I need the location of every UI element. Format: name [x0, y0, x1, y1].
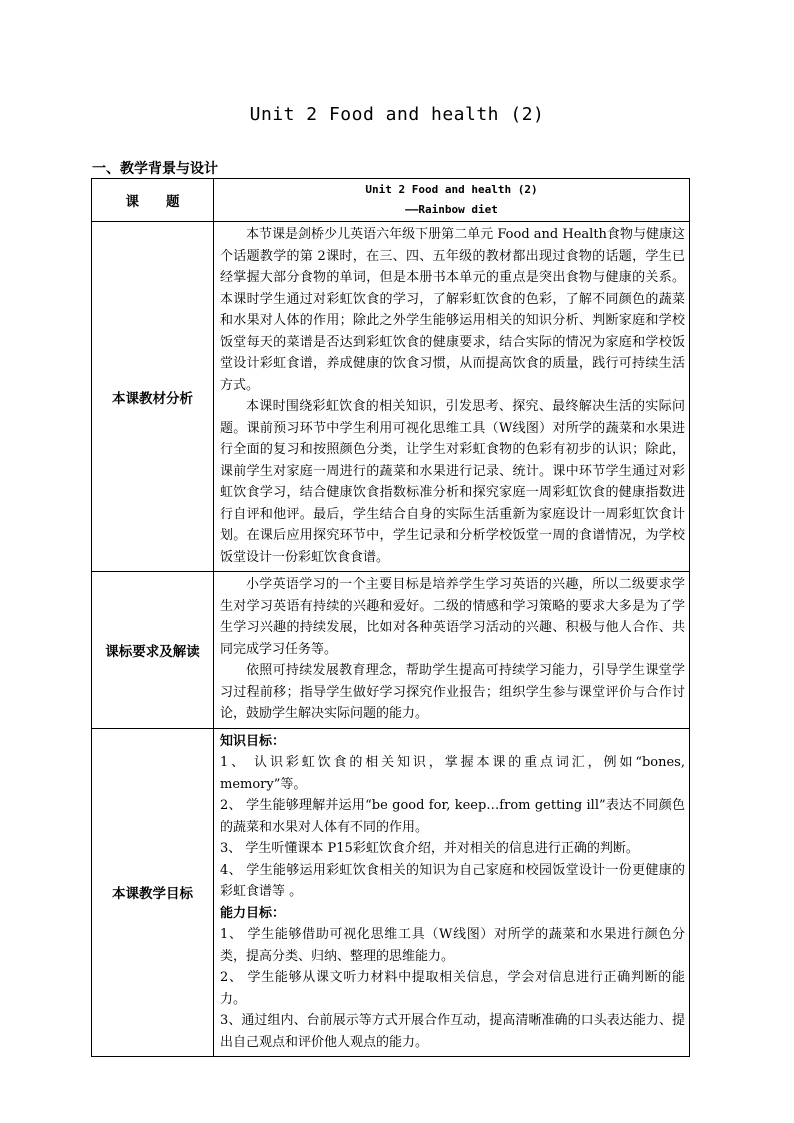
standard-label: 课标要求及解读: [92, 572, 214, 729]
table-row-analysis: [92, 222, 690, 572]
standard-content: [214, 572, 690, 729]
objectives-label: 本课教学目标: [92, 728, 214, 1057]
section-heading: 一、教学背景与设计: [92, 161, 218, 177]
analysis-paragraph: 本节课是剑桥少儿英语六年级下册第二单元 Food and Health食物与健康这个话题教学的第 2课时，在三、四、五年级的教材都出现过食物的话题，学生已经掌握大部分食物的单词，但是本册书本单元的重点是突出食物与健康的关系。本课时学生通过对彩虹饮食的学习，了解彩虹饮食的色彩，了解不同颜色的蔬菜和水果对人体的作用；除此之外学生能够运用相关的知识分析、判断家庭和学校饭堂每天的菜谱是否达到彩虹饮食的健康要求，结合实际的情况为家庭和学校饭堂设计彩虹食谱，养成健康的饮食习惯，从而提高饮食的质量，践行可持续生活方式。: [220, 227, 685, 393]
ability-item: 2、 学生能够从课文听力材料中提取相关信息，学会对信息进行正确判断的能力。: [220, 970, 685, 1007]
objectives-content: [214, 728, 690, 1057]
knowledge-item: 3、 学生听懂课本 P15彩虹饮食介绍，并对相关的信息进行正确的判断。: [220, 841, 639, 856]
knowledge-item: 4、 学生能够运用彩虹饮食相关的知识为自己家庭和校园饭堂设计一份更健康的彩虹食谱等 。: [220, 862, 685, 899]
knowledge-item: 1、 认识彩虹饮食的相关知识，掌握本课的重点词汇，例如“bones, memory”等。: [220, 755, 685, 792]
ability-item: 3、通过组内、台前展示等方式开展合作互动，提高清晰准确的口头表达能力、提出自己观点和评价他人观点的能力。: [220, 1013, 685, 1050]
standard-paragraph: 小学英语学习的一个主要目标是培养学生学习英语的兴趣，所以二级要求学生对学习英语有持续的兴趣和爱好。二级的情感和学习策略的要求大多是为了学生学习兴趣的持续发展，比如对各种英语学习活动的兴趣、积极与他人合作、共同完成学习任务等。: [220, 577, 685, 657]
topic-subtitle: ——Rainbow diet: [405, 203, 498, 216]
ability-heading: 能力目标：: [220, 905, 286, 921]
topic-cell: [214, 179, 690, 222]
table-row-objectives: [92, 728, 690, 1057]
standard-paragraph: 依照可持续发展教育理念，帮助学生提高可持续学习能力，引导学生课堂学习过程前移；指导学生做好学习探究作业报告；组织学生参与课堂评价与合作讨论，鼓励学生解决实际问题的能力。: [220, 663, 685, 721]
table-row-topic: [92, 179, 690, 222]
knowledge-heading: 知识目标：: [220, 733, 286, 749]
analysis-label: 本课教材分析: [92, 222, 214, 572]
topic-title: Unit 2 Food and health (2): [365, 183, 538, 196]
analysis-paragraph: 本课时围绕彩虹饮食的相关知识，引发思考、探究、最终解决生活的实际问题。课前预习环节中学生利用可视化思维工具（W线图）对所学的蔬菜和水果进行全面的复习和按照颜色分类，让学生对彩虹食物的色彩有初步的认识；除此，课前学生对家庭一周进行的蔬菜和水果进行记录、统计。课中环节学生通过对彩虹饮食学习，结合健康饮食指数标准分析和探究家庭一周彩虹饮食的健康指数进行自评和他评。最后，学生结合自身的实际生活重新为家庭设计一周彩虹饮食计划。在课后应用探究环节中，学生记录和分析学校饭堂一周的食谱情况，为学校饭堂设计一份彩虹饮食食谱。: [220, 399, 685, 565]
ability-item: 1、 学生能够借助可视化思维工具（W线图）对所学的蔬菜和水果进行颜色分类，提高分类、归纳、整理的思维能力。: [220, 927, 685, 964]
lesson-design-table: [91, 178, 690, 1057]
topic-label: 课 题: [92, 179, 214, 222]
table-row-standard: [92, 572, 690, 729]
analysis-content: [214, 222, 690, 572]
knowledge-item: 2、 学生能够理解并运用“be good for, keep…from getting ill”表达不同颜色的蔬菜和水果对人体有不同的作用。: [220, 798, 685, 835]
document-title: Unit 2 Food and health (2): [249, 104, 545, 125]
